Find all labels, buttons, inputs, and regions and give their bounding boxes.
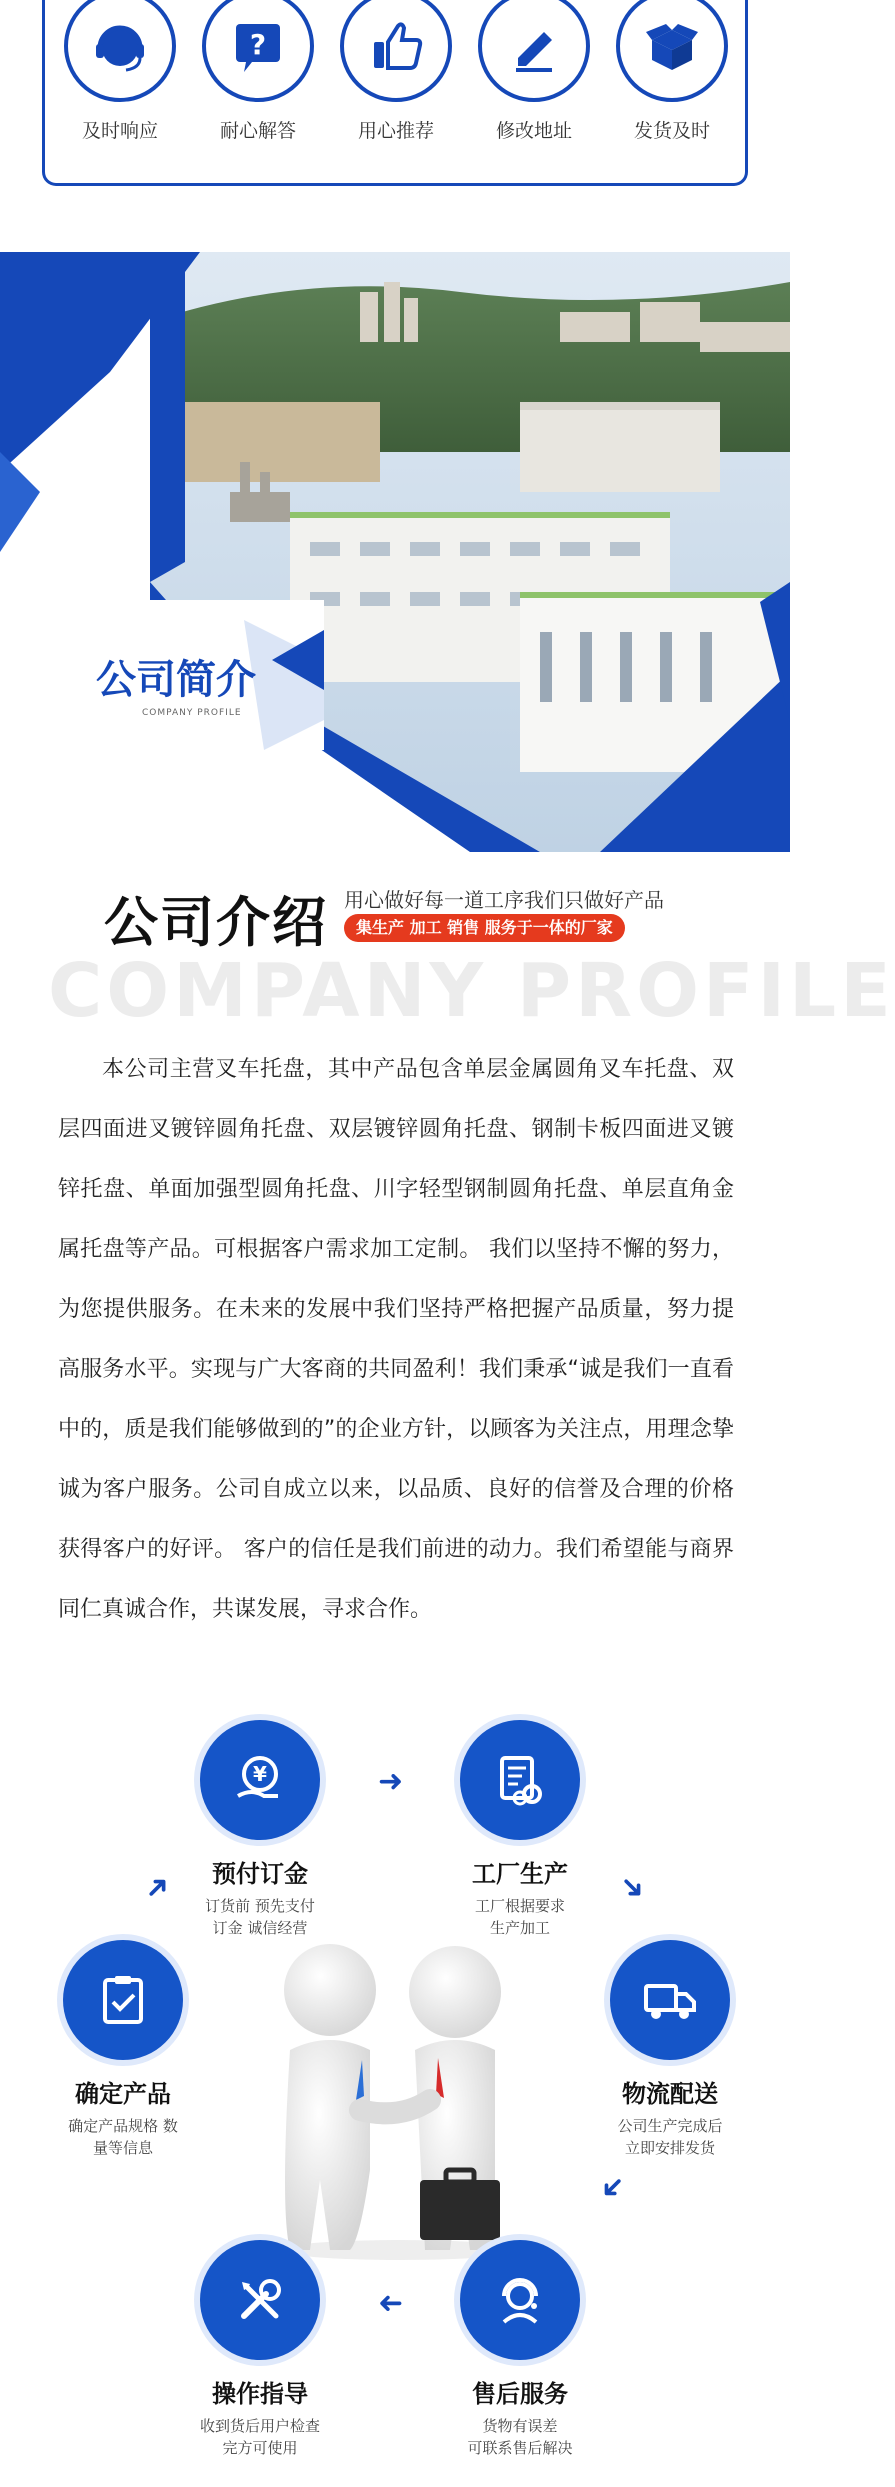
service-item-shipping [612, 0, 732, 143]
process-step-guidance [170, 2240, 350, 2459]
banner-title: 公司简介 [96, 656, 256, 703]
open-box-icon [616, 0, 728, 102]
intro-slogan: 用心做好每一道工序我们只做好产品 [344, 888, 664, 912]
process-step-deposit [170, 1720, 350, 1939]
process-step-production [430, 1720, 610, 1939]
process-step-confirm [38, 1940, 208, 2159]
arrow-down-right-icon: ➜ [611, 1866, 654, 1909]
step-desc: 公司生产完成后 [617, 2117, 723, 2135]
thumbs-up-icon [340, 0, 452, 102]
step-title: 操作指导 [212, 2380, 308, 2408]
step-title: 工厂生产 [472, 1860, 568, 1888]
step-desc: 可联系售后解决 [467, 2439, 573, 2457]
intro-title: 公司介绍 [104, 891, 328, 954]
intro-watermark: COMPANY PROFILE [48, 948, 895, 1034]
step-title: 确定产品 [75, 2080, 171, 2108]
svg-text:¥: ¥ [253, 1762, 267, 1786]
service-item-answer [198, 0, 318, 143]
step-desc: 订金 诚信经营 [212, 1919, 308, 1937]
banner-subtitle: COMPANY PROFILE [142, 708, 242, 718]
svg-text:?: ? [249, 28, 267, 61]
banner-title-card [34, 600, 324, 750]
question-bubble-icon [202, 0, 314, 102]
step-title: 物流配送 [622, 2080, 718, 2108]
process-step-delivery [580, 1940, 760, 2159]
step-desc: 完方可使用 [222, 2439, 298, 2457]
headset-icon [64, 0, 176, 102]
yen-hand-icon [200, 1720, 320, 1840]
step-desc: 收到货后用户检查 [199, 2417, 320, 2435]
step-desc: 生产加工 [489, 1919, 550, 1937]
step-desc: 立即安排发货 [624, 2139, 715, 2157]
step-title: 预付订金 [212, 1860, 308, 1888]
step-desc: 货物有误差 [482, 2417, 558, 2435]
intro-paragraph: 本公司主营叉车托盘，其中产品包含单层金属圆角叉车托盘、双层四面进叉镀锌圆角托盘、双层镀锌圆角托盘、钢制卡板四面进叉镀锌托盘、单面加强型圆角托盘、川字轻型钢制圆角托盘、单层直角金属托盘等产品。可根据客户需求加工定制。 我们以坚持不懈的努力，为您提供服务。在未来的发展中我们坚持严格把握产品质量，努力提高服务水平。实现与广大客商的共同盈利！我们秉承“诚是我们一直看中的，质是我们能够做到的”的企业方针，以顾客为关注点，用理念挚诚为客户服务。公司自成立以来，以品质、良好的信誉及合理的价格获得客户的好评。 客户的信任是我们前进的动力。我们希望能与商界同仁真诚合作，共谋发展，寻求合作。 [58, 1057, 734, 1622]
checklist-icon [63, 1940, 183, 2060]
company-banner [0, 252, 790, 852]
arrow-up-right-icon: ➜ [136, 1866, 179, 1909]
step-title: 售后服务 [472, 2380, 568, 2408]
handshake-figures-illustration [250, 1930, 550, 2260]
service-item-response [60, 0, 180, 143]
process-step-aftersales [430, 2240, 610, 2459]
service-item-recommend [336, 0, 456, 143]
service-item-address [474, 0, 594, 143]
service-label: 用心推荐 [357, 120, 434, 142]
service-label: 及时响应 [81, 120, 158, 142]
step-desc: 工厂根据要求 [474, 1897, 565, 1915]
factory-photo-illustration [0, 252, 790, 852]
arrow-right-icon: ➜ [378, 1764, 404, 1799]
tools-icon [200, 2240, 320, 2360]
truck-icon [610, 1940, 730, 2060]
step-desc: 订货前 预先支付 [205, 1897, 315, 1915]
service-label: 发货及时 [633, 120, 710, 142]
edit-pen-icon [478, 0, 590, 102]
process-section [0, 1720, 790, 2487]
document-gears-icon [460, 1720, 580, 1840]
intro-tagline-pill: 集生产 加工 销售 服务于一体的厂家 [344, 914, 625, 942]
step-desc: 确定产品规格 数 [68, 2117, 178, 2135]
service-label: 耐心解答 [219, 120, 296, 142]
arrow-left-icon: ➜ [378, 2286, 404, 2321]
step-desc: 量等信息 [92, 2139, 153, 2157]
support-agent-icon [460, 2240, 580, 2360]
service-label: 修改地址 [495, 120, 572, 142]
arrow-down-left-icon: ➜ [591, 2166, 634, 2209]
